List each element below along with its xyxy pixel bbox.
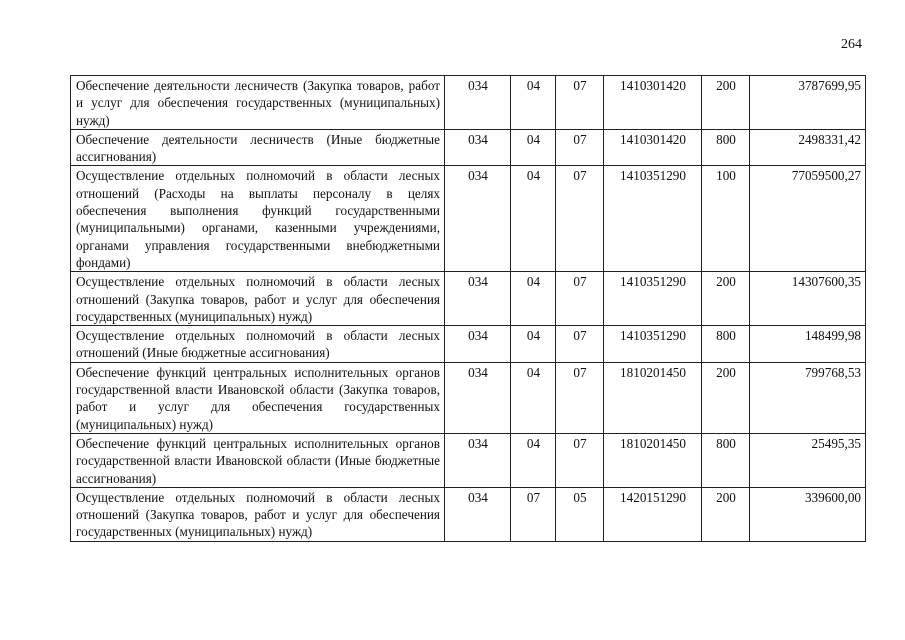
row-admin-code: 034 (445, 129, 511, 166)
row-amount: 25495,35 (750, 433, 866, 487)
row-description: Обеспечение функций центральных исполнительных органов государственной власти Ивановской области (Иные бюджетные ассигнования) (71, 433, 445, 487)
row-admin-code: 034 (445, 272, 511, 326)
row-expense-type: 100 (702, 166, 750, 272)
row-amount: 2498331,42 (750, 129, 866, 166)
table-row (71, 326, 866, 363)
row-target-article: 1810201450 (604, 362, 702, 433)
table-row (71, 129, 866, 166)
row-expense-type: 200 (702, 487, 750, 541)
row-description: Осуществление отдельных полномочий в области лесных отношений (Закупка товаров, работ и услуг для обеспечения государственных (муниципальных) нужд) (71, 487, 445, 541)
row-subsection: 07 (556, 76, 604, 130)
row-amount: 148499,98 (750, 326, 866, 363)
page-number: 264 (841, 37, 862, 52)
row-section: 04 (511, 76, 556, 130)
row-admin-code: 034 (445, 362, 511, 433)
table-row (71, 76, 866, 130)
row-section: 07 (511, 487, 556, 541)
row-section: 04 (511, 272, 556, 326)
row-expense-type: 200 (702, 362, 750, 433)
row-section: 04 (511, 129, 556, 166)
table-row (71, 487, 866, 541)
row-admin-code: 034 (445, 166, 511, 272)
row-target-article: 1410351290 (604, 272, 702, 326)
row-subsection: 05 (556, 487, 604, 541)
row-amount: 14307600,35 (750, 272, 866, 326)
table-row (71, 272, 866, 326)
row-target-article: 1420151290 (604, 487, 702, 541)
row-target-article: 1410351290 (604, 326, 702, 363)
row-admin-code: 034 (445, 487, 511, 541)
row-expense-type: 800 (702, 433, 750, 487)
row-target-article: 1410301420 (604, 76, 702, 130)
row-amount: 799768,53 (750, 362, 866, 433)
row-subsection: 07 (556, 433, 604, 487)
table-row (71, 166, 866, 272)
row-expense-type: 200 (702, 76, 750, 130)
row-expense-type: 800 (702, 326, 750, 363)
row-subsection: 07 (556, 166, 604, 272)
row-target-article: 1410351290 (604, 166, 702, 272)
table-row (71, 362, 866, 433)
row-amount: 3787699,95 (750, 76, 866, 130)
row-amount: 339600,00 (750, 487, 866, 541)
row-subsection: 07 (556, 362, 604, 433)
row-subsection: 07 (556, 129, 604, 166)
row-description: Осуществление отдельных полномочий в области лесных отношений (Иные бюджетные ассигнования) (71, 326, 445, 363)
row-description: Обеспечение деятельности лесничеств (Иные бюджетные ассигнования) (71, 129, 445, 166)
row-admin-code: 034 (445, 76, 511, 130)
row-target-article: 1810201450 (604, 433, 702, 487)
row-section: 04 (511, 433, 556, 487)
row-amount: 77059500,27 (750, 166, 866, 272)
row-description: Осуществление отдельных полномочий в области лесных отношений (Закупка товаров, работ и услуг для обеспечения государственных (муниципальных) нужд) (71, 272, 445, 326)
row-expense-type: 200 (702, 272, 750, 326)
row-subsection: 07 (556, 272, 604, 326)
row-admin-code: 034 (445, 433, 511, 487)
row-description: Осуществление отдельных полномочий в области лесных отношений (Расходы на выплаты персоналу в целях обеспечения выполнения функций государственными (муниципальными) органами, казенными учреждениями, органами управления государственными внебюджетными фондами) (71, 166, 445, 272)
row-section: 04 (511, 166, 556, 272)
row-section: 04 (511, 362, 556, 433)
row-description: Обеспечение деятельности лесничеств (Закупка товаров, работ и услуг для обеспечения государственных (муниципальных) нужд) (71, 76, 445, 130)
row-admin-code: 034 (445, 326, 511, 363)
table-row (71, 433, 866, 487)
row-target-article: 1410301420 (604, 129, 702, 166)
budget-table (70, 75, 866, 542)
row-expense-type: 800 (702, 129, 750, 166)
row-subsection: 07 (556, 326, 604, 363)
row-description: Обеспечение функций центральных исполнительных органов государственной власти Ивановской области (Закупка товаров, работ и услуг для обеспечения государственных (муниципальных) нужд) (71, 362, 445, 433)
row-section: 04 (511, 326, 556, 363)
